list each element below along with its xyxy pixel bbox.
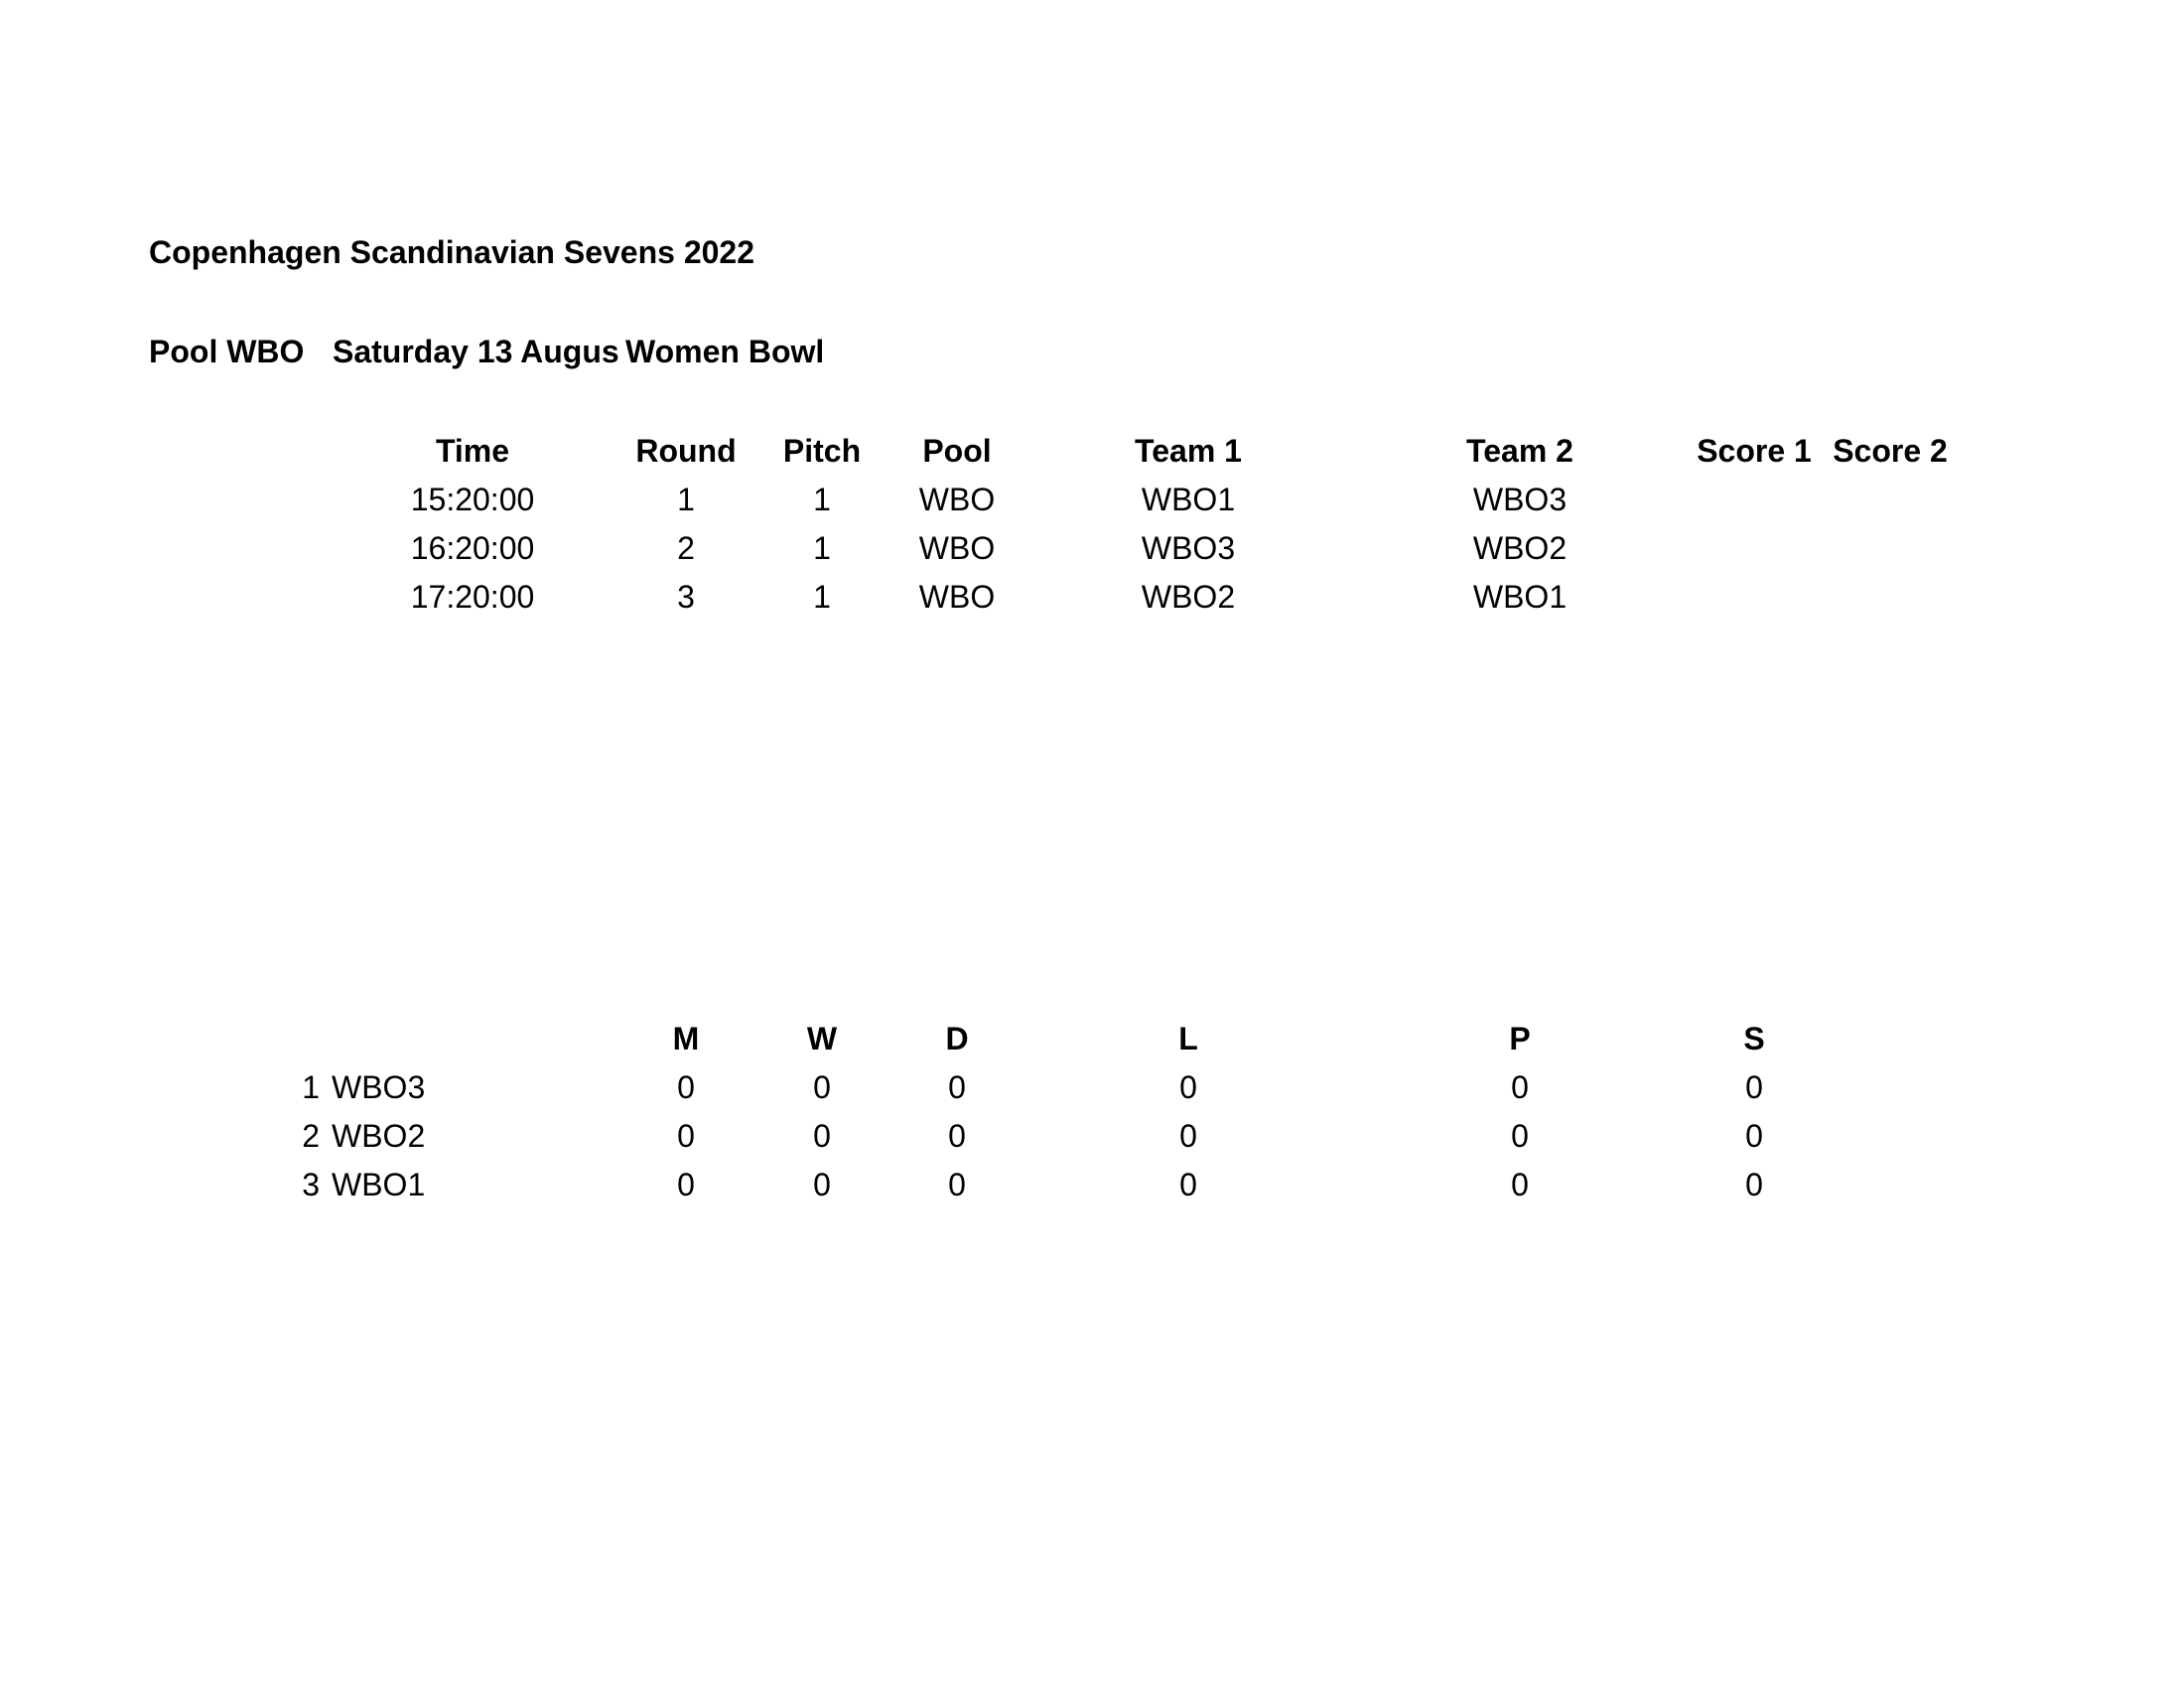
fixture-team1: WBO1 <box>1141 482 1236 517</box>
standing-w: 0 <box>813 1167 831 1202</box>
col-header-l: L <box>1178 1021 1198 1056</box>
standing-p: 0 <box>1511 1069 1529 1105</box>
col-header-team2: Team 2 <box>1466 433 1573 469</box>
fixture-pitch: 1 <box>813 579 831 615</box>
standing-d: 0 <box>948 1167 966 1202</box>
fixture-time: 15:20:00 <box>410 482 535 517</box>
fixture-pitch: 1 <box>813 482 831 517</box>
fixture-pool: WBO <box>918 482 996 517</box>
fixture-pool: WBO <box>918 530 996 566</box>
col-header-team1: Team 1 <box>1135 433 1242 469</box>
col-header-d: D <box>945 1021 969 1056</box>
pool-label: Pool WBO <box>149 334 305 369</box>
standing-l: 0 <box>1179 1167 1197 1202</box>
fixture-time: 17:20:00 <box>410 579 535 615</box>
category-label: Women Bowl <box>625 334 825 369</box>
col-header-round: Round <box>635 433 737 469</box>
fixture-time: 16:20:00 <box>410 530 535 566</box>
standing-m: 0 <box>677 1167 695 1202</box>
col-header-score2: Score 2 <box>1833 433 1948 469</box>
day-label: Saturday 13 Augus <box>333 334 619 369</box>
standing-d: 0 <box>948 1118 966 1154</box>
page-title: Copenhagen Scandinavian Sevens 2022 <box>149 234 755 270</box>
col-header-pitch: Pitch <box>782 433 862 469</box>
fixture-team1: WBO3 <box>1141 530 1236 566</box>
standing-rank: 1 <box>302 1069 320 1105</box>
fixture-team2: WBO3 <box>1472 482 1568 517</box>
fixture-team2: WBO2 <box>1472 530 1568 566</box>
standing-team: WBO2 <box>332 1118 426 1154</box>
standing-w: 0 <box>813 1118 831 1154</box>
standing-team: WBO1 <box>332 1167 426 1202</box>
fixture-round: 2 <box>677 530 695 566</box>
col-header-time: Time <box>435 433 510 469</box>
standing-p: 0 <box>1511 1167 1529 1202</box>
standing-s: 0 <box>1745 1118 1763 1154</box>
standing-w: 0 <box>813 1069 831 1105</box>
col-header-score1: Score 1 <box>1697 433 1812 469</box>
standing-p: 0 <box>1511 1118 1529 1154</box>
standing-l: 0 <box>1179 1069 1197 1105</box>
fixture-pitch: 1 <box>813 530 831 566</box>
standing-l: 0 <box>1179 1118 1197 1154</box>
standing-d: 0 <box>948 1069 966 1105</box>
fixture-team2: WBO1 <box>1472 579 1568 615</box>
standing-rank: 2 <box>302 1118 320 1154</box>
col-header-s: S <box>1743 1021 1765 1056</box>
standing-team: WBO3 <box>332 1069 426 1105</box>
fixture-round: 3 <box>677 579 695 615</box>
col-header-pool: Pool <box>922 433 992 469</box>
standing-s: 0 <box>1745 1167 1763 1202</box>
fixture-pool: WBO <box>918 579 996 615</box>
col-header-w: W <box>806 1021 838 1056</box>
standing-s: 0 <box>1745 1069 1763 1105</box>
col-header-m: M <box>672 1021 700 1056</box>
fixture-round: 1 <box>677 482 695 517</box>
standing-m: 0 <box>677 1118 695 1154</box>
fixture-team1: WBO2 <box>1141 579 1236 615</box>
standing-rank: 3 <box>302 1167 320 1202</box>
standing-m: 0 <box>677 1069 695 1105</box>
col-header-p: P <box>1509 1021 1531 1056</box>
